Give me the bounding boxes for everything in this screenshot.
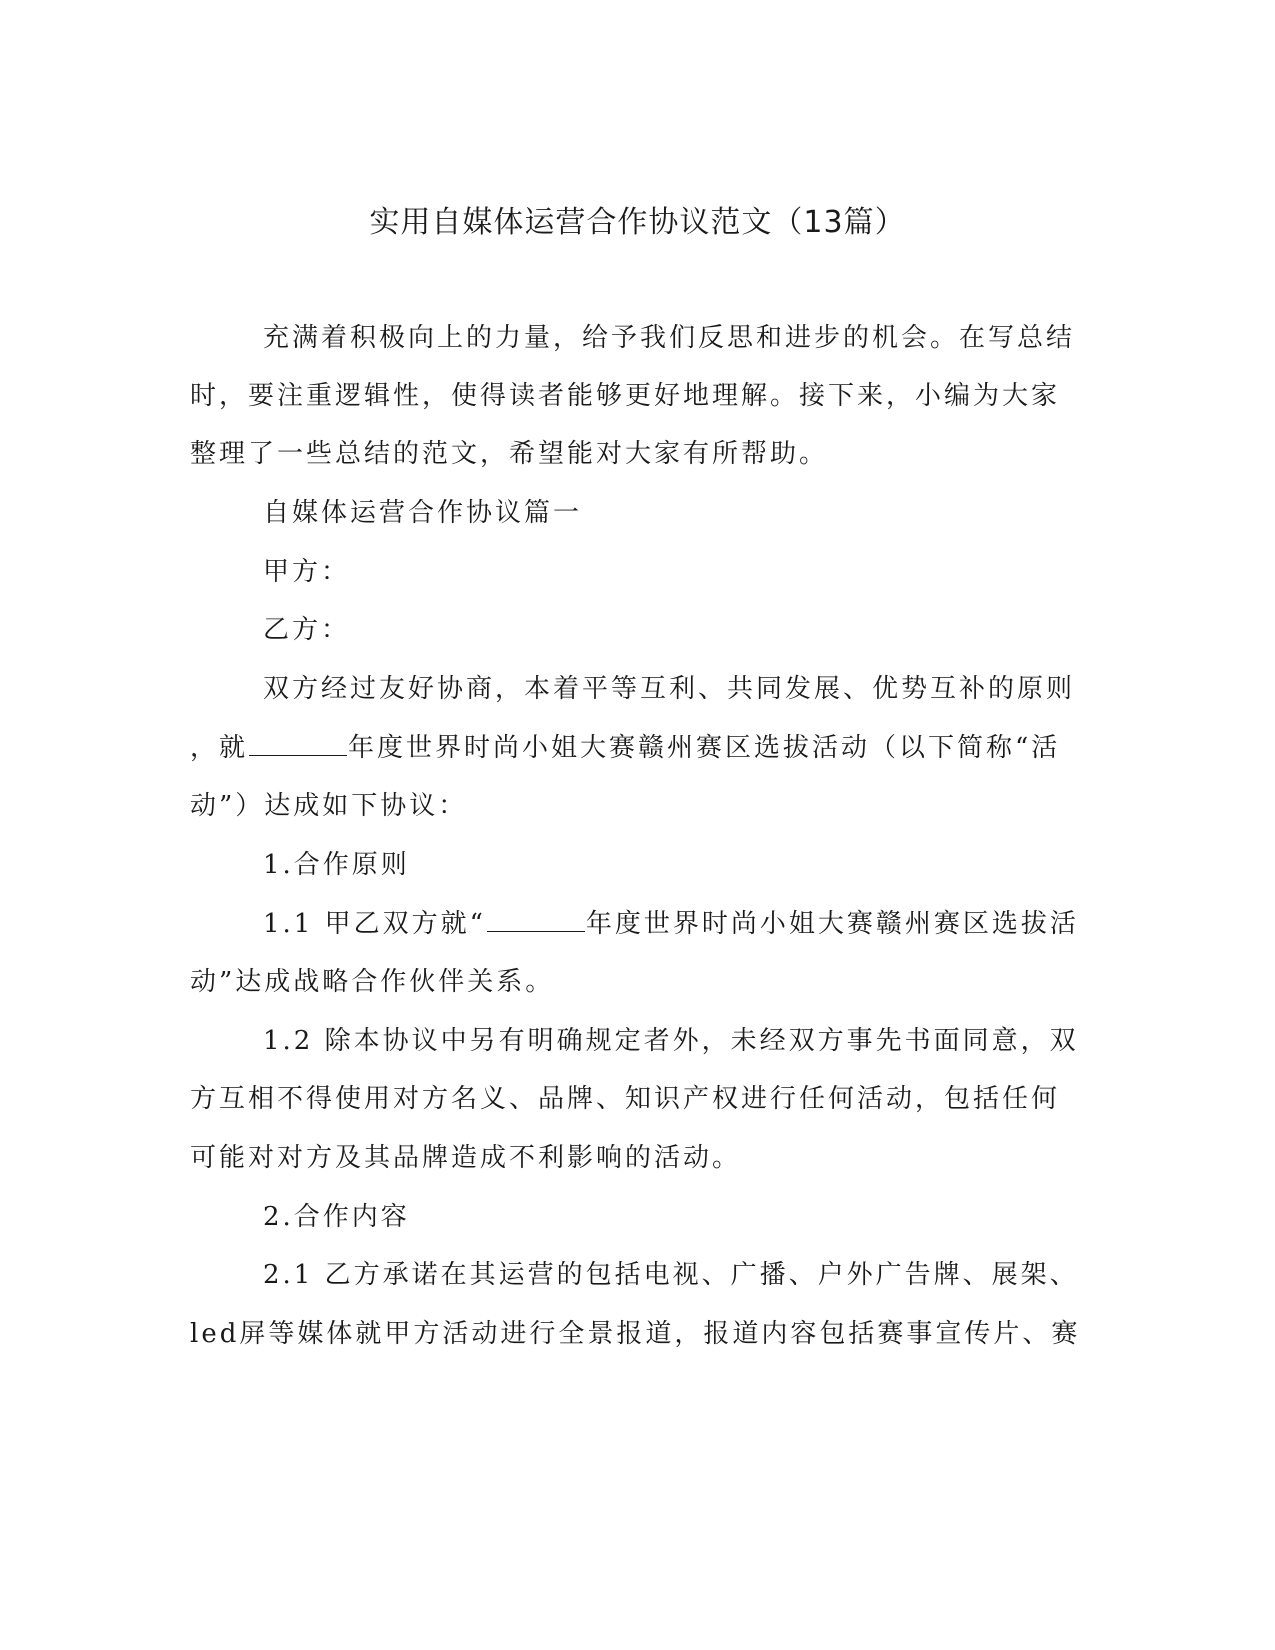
preamble-line-1: 双方经过友好协商，本着平等互利、共同发展、优势互补的原则	[263, 674, 1076, 704]
preamble-line-3: 动”）达成如下协议：	[190, 791, 468, 821]
intro-line-2: 时，要注重逻辑性，使得读者能够更好地理解。接下来，小编为大家	[190, 381, 1061, 411]
section-heading: 自媒体运营合作协议篇一	[263, 498, 583, 528]
preamble-line-2-end: 年度世界时尚小姐大赛赣州赛区选拔活动（以下简称“活	[348, 733, 1061, 763]
year-blank	[487, 907, 585, 932]
preamble-line-2	[190, 728, 1090, 768]
clause-1-1-start: 1.1 甲乙双方就“	[263, 909, 486, 939]
intro-line-3: 整理了一些总结的范文，希望能对大家有所帮助。	[190, 439, 829, 469]
year-blank	[249, 731, 347, 756]
clause-1-1-end: 年度世界时尚小姐大赛赣州赛区选拔活	[585, 909, 1079, 939]
clause-1-heading: 1.合作原则	[263, 850, 410, 880]
party-b-label: 乙方：	[263, 615, 351, 645]
clause-2-1-line-1: 2.1 乙方承诺在其运营的包括电视、广播、户外广告牌、展架、	[263, 1260, 1079, 1290]
party-a-label: 甲方：	[263, 557, 351, 587]
clause-1-1-line-1	[263, 904, 1163, 944]
intro-line-1: 充满着积极向上的力量，给予我们反思和进步的机会。在写总结	[263, 323, 1076, 353]
clause-1-2-line-1: 1.2 除本协议中另有明确规定者外，未经双方事先书面同意，双	[263, 1026, 1079, 1056]
clause-1-1-line-2: 动”达成战略合作伙伴关系。	[190, 967, 555, 997]
clause-1-2-line-3: 可能对对方及其品牌造成不利影响的活动。	[190, 1143, 742, 1173]
clause-1-2-line-2: 方互相不得使用对方名义、品牌、知识产权进行任何活动，包括任何	[190, 1084, 1061, 1114]
clause-2-heading: 2.合作内容	[263, 1202, 410, 1232]
preamble-line-2-start: ，就	[190, 733, 249, 763]
document-title: 实用自媒体运营合作协议范文（13篇）	[369, 205, 906, 240]
clause-2-1-line-2: led屏等媒体就甲方活动进行全景报道，报道内容包括赛事宣传片、赛	[190, 1319, 1081, 1349]
